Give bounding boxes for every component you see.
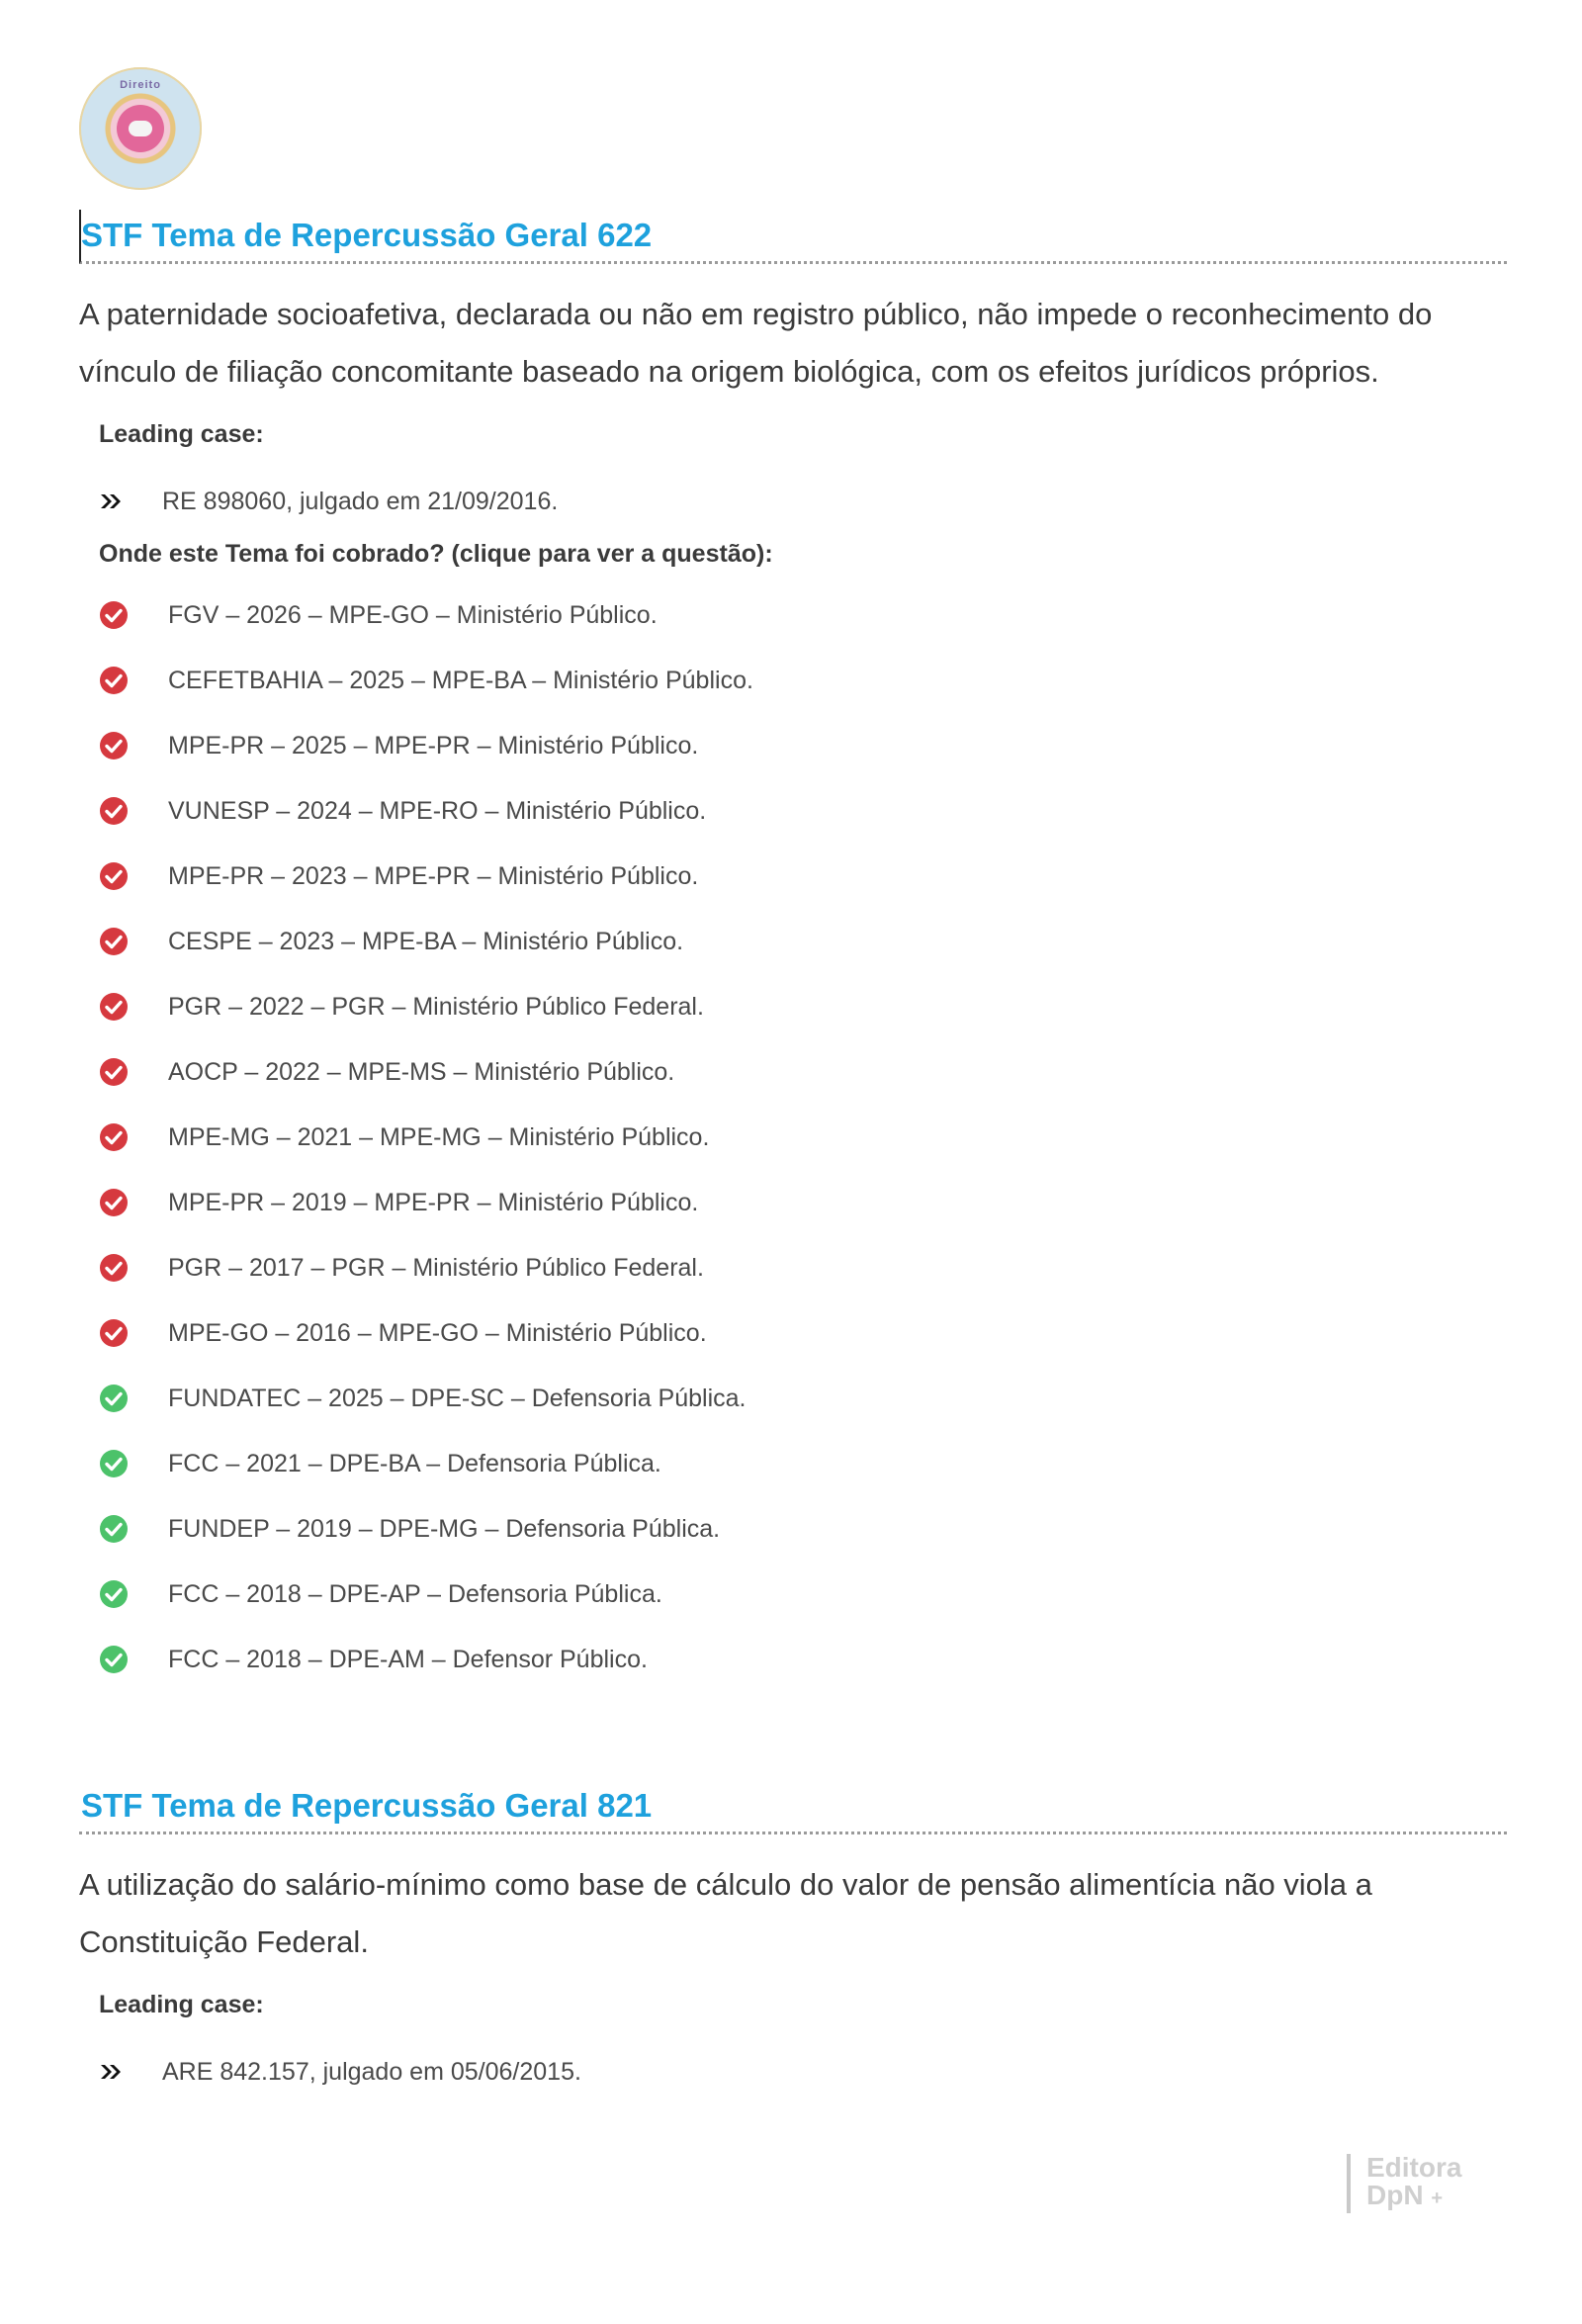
watermark-line1: Editora xyxy=(1366,2152,1462,2183)
question-link-text: FCC – 2018 – DPE-AM – Defensor Público. xyxy=(168,1645,648,1673)
question-link-text: MPE-MG – 2021 – MPE-MG – Ministério Público. xyxy=(168,1122,710,1151)
question-link-item[interactable] xyxy=(99,1431,1507,1496)
question-link-text: AOCP – 2022 – MPE-MS – Ministério Público. xyxy=(168,1057,675,1086)
logo-core xyxy=(117,105,164,152)
red-check-icon xyxy=(99,1057,129,1087)
red-check-icon xyxy=(99,1122,129,1152)
question-link-item[interactable] xyxy=(99,974,1507,1039)
red-check-icon xyxy=(99,600,129,630)
question-link-item[interactable] xyxy=(99,582,1507,648)
question-link-text: FGV – 2026 – MPE-GO – Ministério Público. xyxy=(168,600,658,629)
red-check-icon xyxy=(99,731,129,760)
tema-622-section xyxy=(79,210,1507,1692)
logo-ring-text: Direito xyxy=(120,79,161,91)
leading-case-label: Leading case: xyxy=(99,420,264,448)
red-check-icon xyxy=(99,1253,129,1283)
question-link-text: FUNDATEC – 2025 – DPE-SC – Defensoria Pública. xyxy=(168,1384,747,1412)
red-check-icon xyxy=(99,1318,129,1348)
section-text: A paternidade socioafetiva, declarada ou não em registro público, não impede o reconhecimento do vínculo de filiação concomitante baseado na origem biológica, com os efeitos jurídicos próprios. xyxy=(79,297,1433,389)
green-check-icon xyxy=(99,1579,129,1609)
question-link-text: VUNESP – 2024 – MPE-RO – Ministério Público. xyxy=(168,796,707,825)
red-check-icon xyxy=(99,992,129,1022)
section-title: STF Tema de Repercussão Geral 622 xyxy=(79,210,1507,264)
question-link-text: MPE-PR – 2023 – MPE-PR – Ministério Público. xyxy=(168,861,699,890)
question-list xyxy=(79,582,1507,1692)
leading-case-text: RE 898060, julgado em 21/09/2016. xyxy=(162,487,559,515)
red-check-icon xyxy=(99,1188,129,1217)
green-check-icon xyxy=(99,1384,129,1413)
question-link-item[interactable] xyxy=(99,1170,1507,1235)
section-text: A utilização do salário-mínimo como base de cálculo do valor de pensão alimentícia não viola a Constituição Federal. xyxy=(79,1867,1372,1959)
leading-case-item[interactable] xyxy=(99,469,1507,534)
question-link-item[interactable] xyxy=(99,778,1507,844)
question-link-item[interactable] xyxy=(99,1235,1507,1300)
leading-case-item[interactable] xyxy=(99,2039,1507,2104)
publisher-watermark xyxy=(1347,2154,1515,2213)
double-chevron-icon xyxy=(99,2060,123,2084)
questions-label: Onde este Tema foi cobrado? (clique para ver a questão): xyxy=(99,540,773,568)
question-link-text: MPE-PR – 2025 – MPE-PR – Ministério Público. xyxy=(168,731,699,760)
question-link-item[interactable] xyxy=(99,1039,1507,1105)
question-link-text: FUNDEP – 2019 – DPE-MG – Defensoria Pública. xyxy=(168,1514,721,1543)
question-link-text: MPE-GO – 2016 – MPE-GO – Ministério Público. xyxy=(168,1318,707,1347)
question-link-item[interactable] xyxy=(99,1627,1507,1692)
question-link-item[interactable] xyxy=(99,844,1507,909)
question-link-item[interactable] xyxy=(99,1562,1507,1627)
green-check-icon xyxy=(99,1645,129,1674)
watermark-line2: DpN xyxy=(1366,2180,1424,2210)
watermark-suffix: + xyxy=(1431,2188,1444,2209)
section-title: STF Tema de Repercussão Geral 821 xyxy=(79,1780,1507,1834)
question-link-item[interactable] xyxy=(99,909,1507,974)
question-link-text: FCC – 2021 – DPE-BA – Defensoria Pública. xyxy=(168,1449,661,1477)
question-link-item[interactable] xyxy=(99,1366,1507,1431)
question-link-text: CEFETBAHIA – 2025 – MPE-BA – Ministério Público. xyxy=(168,666,753,694)
question-link-item[interactable] xyxy=(99,1496,1507,1562)
question-link-text: PGR – 2022 – PGR – Ministério Público Federal. xyxy=(168,992,704,1021)
red-check-icon xyxy=(99,861,129,891)
question-link-item[interactable] xyxy=(99,1105,1507,1170)
question-link-text: CESPE – 2023 – MPE-BA – Ministério Público. xyxy=(168,927,684,955)
question-link-item[interactable] xyxy=(99,1300,1507,1366)
question-link-text: MPE-PR – 2019 – MPE-PR – Ministério Público. xyxy=(168,1188,699,1216)
red-check-icon xyxy=(99,666,129,695)
red-check-icon xyxy=(99,796,129,826)
leading-case-text: ARE 842.157, julgado em 05/06/2015. xyxy=(162,2057,581,2086)
question-link-text: PGR – 2017 – PGR – Ministério Público Federal. xyxy=(168,1253,704,1282)
green-check-icon xyxy=(99,1449,129,1478)
tema-821-section xyxy=(79,1780,1507,2104)
leading-case-label: Leading case: xyxy=(99,1991,264,2018)
red-check-icon xyxy=(99,927,129,956)
double-chevron-icon xyxy=(99,490,123,513)
site-logo xyxy=(79,67,202,190)
question-link-item[interactable] xyxy=(99,713,1507,778)
green-check-icon xyxy=(99,1514,129,1544)
question-link-text: FCC – 2018 – DPE-AP – Defensoria Pública. xyxy=(168,1579,662,1608)
question-link-item[interactable] xyxy=(99,648,1507,713)
